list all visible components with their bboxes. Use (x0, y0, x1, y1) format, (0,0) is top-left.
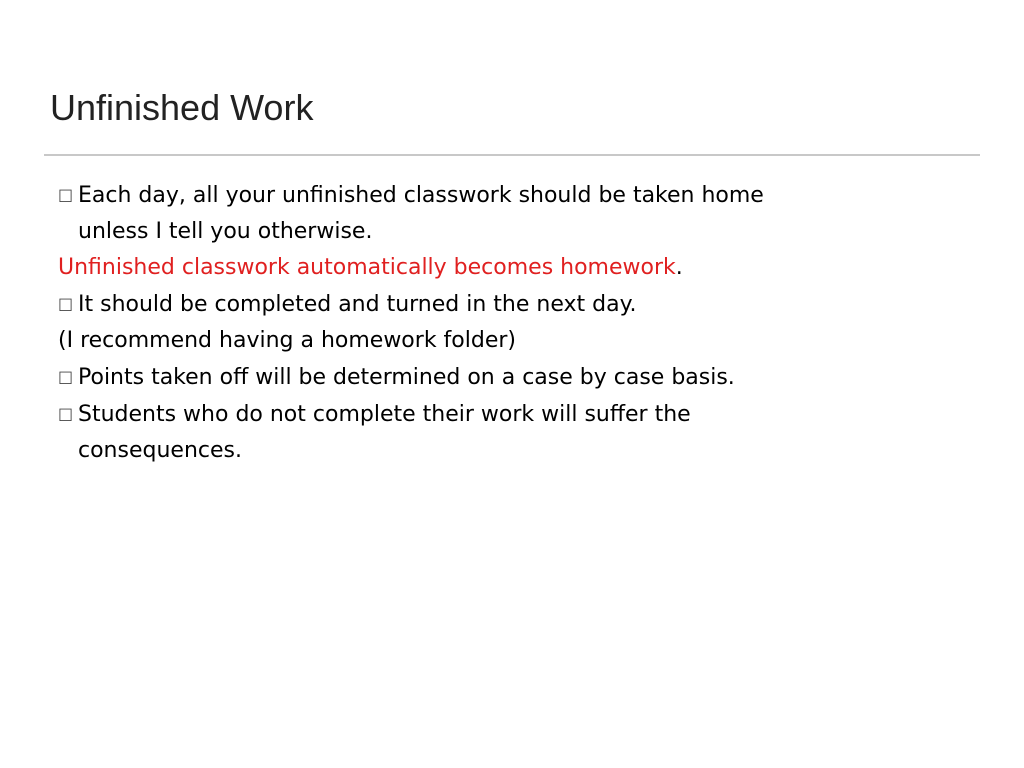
bullet-text: Each day, all your unfinished classwork should be taken home (78, 183, 764, 208)
bullet-item-next-day (58, 286, 958, 323)
bullet-item-take-home (58, 177, 958, 214)
bullet-item-points (58, 359, 958, 396)
slide-title: Unfinished Work (50, 87, 314, 128)
bullet-text-continuation: consequences. (78, 438, 242, 463)
title-divider (44, 154, 980, 156)
emphasis-period: . (675, 255, 683, 280)
emphasis-text: Unfinished classwork automatically becomes homework (58, 255, 676, 280)
note-text: (I recommend having a homework folder) (58, 328, 516, 353)
emphasis-line (58, 250, 958, 286)
bullet-icon: □ (58, 185, 74, 204)
note-line (58, 323, 958, 359)
bullet-text-continuation: unless I tell you otherwise. (78, 219, 373, 244)
bullet-text: Points taken off will be determined on a case by case basis. (78, 365, 735, 390)
bullet-item-consequences (58, 396, 958, 433)
bullet-icon: □ (58, 294, 74, 313)
bullet-text: It should be completed and turned in the next day. (78, 292, 637, 317)
bullet-icon: □ (58, 404, 74, 423)
slide-body (58, 177, 958, 469)
bullet-text: Students who do not complete their work will suffer the (78, 402, 691, 427)
bullet-icon: □ (58, 367, 74, 386)
